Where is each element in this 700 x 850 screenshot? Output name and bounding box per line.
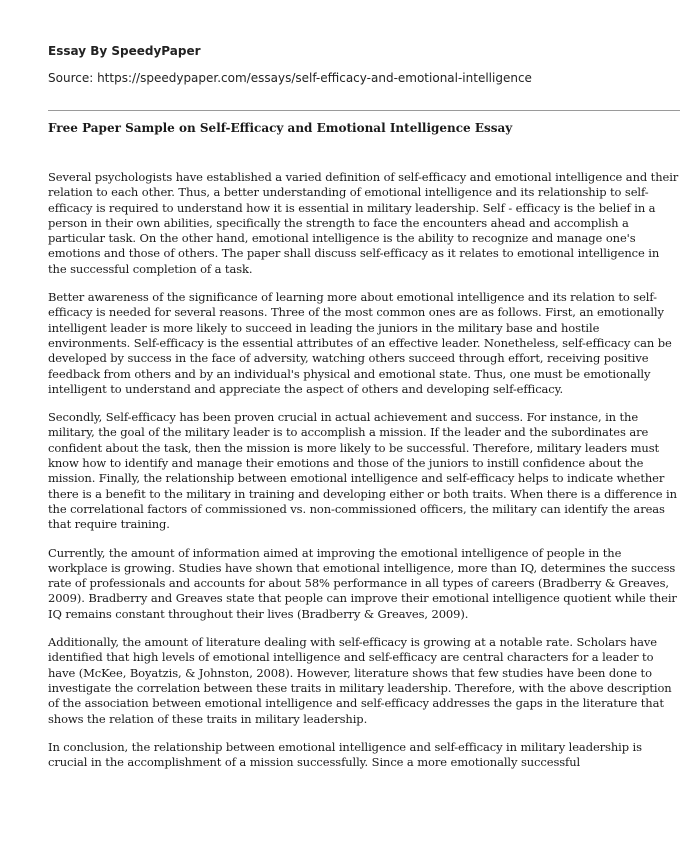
paragraph: Secondly, Self-efficacy has been proven crucial in actual achievement and success. For instance, in the military, the goal of the military leader is to accomplish a mission. If the leader and the subordinates are confident about the task, then the mission is more likely to be successful. Therefore, military leaders must know how to identify and manage their emotions and those of the juniors to instill confidence about the mission. Finally, the relationship between emotional intelligence and self-efficacy helps to indicate whether there is a benefit to the military in training and developing either or both traits. When there is a difference in the correlational factors of commissioned vs. non-commissioned officers, the military can identify the areas that require training. [48,410,677,532]
paragraph: Better awareness of the significance of learning more about emotional intelligence and its relation to self-efficacy is needed for several reasons. Three of the most common ones are as follows. First, an emotionally intelligent leader is more likely to succeed in leading the juniors in the military base and hostile environments. Self-efficacy is the essential attributes of an effective leader. Nonetheless, self-efficacy can be developed by success in the face of adversity, watching others succeed through effort, receiving positive feedback from others and by an individual's physical and emotional state. Thus, one must be emotionally intelligent to understand and appreciate the aspect of others and developing self-efficacy. [48,290,672,396]
paragraph: In conclusion, the relationship between emotional intelligence and self-efficacy in military leadership is crucial in the accomplishment of a mission successfully. Since a more emotionally successful [48,739,642,770]
paragraph: Several psychologists have established a varied definition of self-efficacy and emotional intelligence and their relation to each other. Thus, a better understanding of emotional intelligence and its relationship to self-efficacy is required to understand how it is essential in military leadership. Self - efficacy is the belief in a person in their own abilities, specifically the strength to face the encounters ahead and accomplish a particular task. On the other hand, emotional intelligence is the ability to recognize and manage one's emotions and those of others. The paper shall discuss self-efficacy as it relates to emotional intelligence in the successful completion of a task. [48,170,679,276]
paragraph: Currently, the amount of information aimed at improving the emotional intelligence of people in the workplace is growing. Studies have shown that emotional intelligence, more than IQ, determines the success rate of professionals and accounts for about 58% performance in all types of careers (Bradberry & Greaves, 2009). Bradberry and Greaves state that people can improve their emotional intelligence quotient while their IQ remains constant throughout their lives (Bradberry & Greaves, 2009). [48,545,677,621]
essay-body [48,170,680,783]
header-title: Essay By SpeedyPaper [48,44,201,58]
source-link[interactable]: Source: https://speedypaper.com/essays/self-efficacy-and-emotional-intelligence [48,71,532,85]
header-divider [48,110,680,111]
paragraph: Additionally, the amount of literature dealing with self-efficacy is growing at a notable rate. Scholars have identified that high levels of emotional intelligence and self-efficacy are central characters for a leader to have (McKee, Boyatzis, & Johnston, 2008). However, literature shows that few studies have been done to investigate the correlation between these traits in military leadership. Therefore, with the above description of the association between emotional intelligence and self-efficacy addresses the gaps in the literature that shows the relation of these traits in military leadership. [48,635,672,726]
essay-title: Free Paper Sample on Self-Efficacy and Emotional Intelligence Essay [48,121,513,135]
